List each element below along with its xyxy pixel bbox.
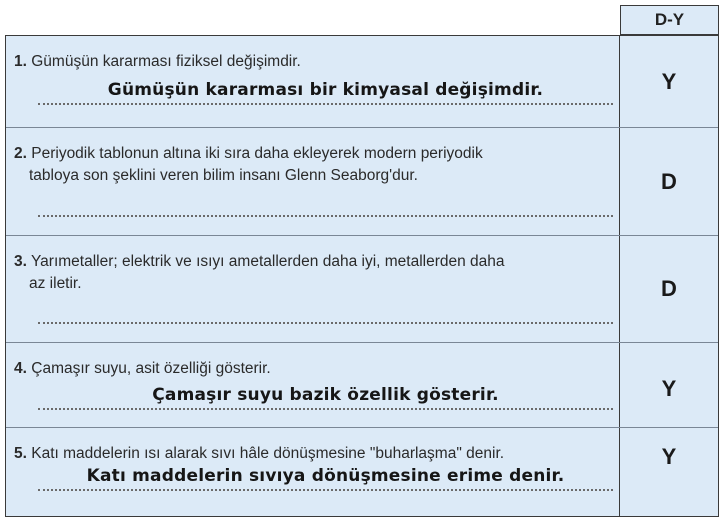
question-text [14, 143, 604, 187]
dy-answer-cell[interactable]: Y [661, 444, 677, 469]
question-number: 1. [14, 53, 27, 70]
question-line: az iletir. [29, 275, 82, 292]
question-line: Çamaşır suyu, asit özelliği gösterir. [31, 360, 271, 377]
question-line: Katı maddelerin ısı alarak sıvı hâle dönüşmesine "buharlaşma" denir. [31, 445, 505, 462]
answer-dotted-line [38, 408, 613, 410]
question-cell [6, 128, 620, 235]
question-cell [6, 428, 620, 516]
question-text [14, 51, 604, 73]
correction-answer[interactable]: Çamaşır suyu bazik özellik gösterir. [152, 385, 499, 405]
question-line: Yarımetaller; elektrik ve ısıyı ametallerden daha iyi, metallerden daha [30, 253, 505, 270]
question-row-1 [6, 36, 718, 128]
correction-answer[interactable]: Katı maddelerin sıvıya dönüşmesine erime denir. [86, 466, 565, 486]
correction-answer[interactable]: Gümüşün kararması bir kimyasal değişimdir. [107, 80, 544, 100]
question-cell [6, 36, 620, 127]
question-text [14, 251, 604, 295]
dy-column-header: D-Y [620, 5, 719, 35]
question-cell [6, 343, 620, 427]
question-row-2 [6, 128, 718, 236]
question-number: 4. [14, 360, 27, 377]
question-cell [6, 236, 620, 342]
question-number: 2. [14, 145, 27, 162]
dy-answer-cell[interactable]: Y [661, 68, 677, 94]
dy-answer-cell[interactable]: Y [661, 376, 677, 401]
question-line: tabloya son şeklini veren bilim insanı Glenn Seaborg'dur. [29, 167, 418, 184]
answer-dotted-line[interactable] [38, 215, 613, 217]
question-text [14, 443, 604, 465]
answer-dotted-line [38, 489, 613, 491]
question-number: 5. [14, 445, 27, 462]
dy-answer-cell[interactable]: D [661, 168, 677, 194]
question-row-3 [6, 236, 718, 343]
question-number: 3. [14, 253, 27, 270]
answer-dotted-line[interactable] [38, 322, 613, 324]
question-row-4 [6, 343, 718, 428]
question-row-5 [6, 428, 718, 516]
true-false-table [5, 35, 719, 517]
question-line: Gümüşün kararması fiziksel değişimdir. [31, 53, 301, 70]
dy-answer-cell[interactable]: D [661, 276, 677, 301]
question-line: Periyodik tablonun altına iki sıra daha ekleyerek modern periyodik [31, 145, 483, 162]
answer-dotted-line [38, 103, 613, 105]
question-text [14, 358, 604, 380]
